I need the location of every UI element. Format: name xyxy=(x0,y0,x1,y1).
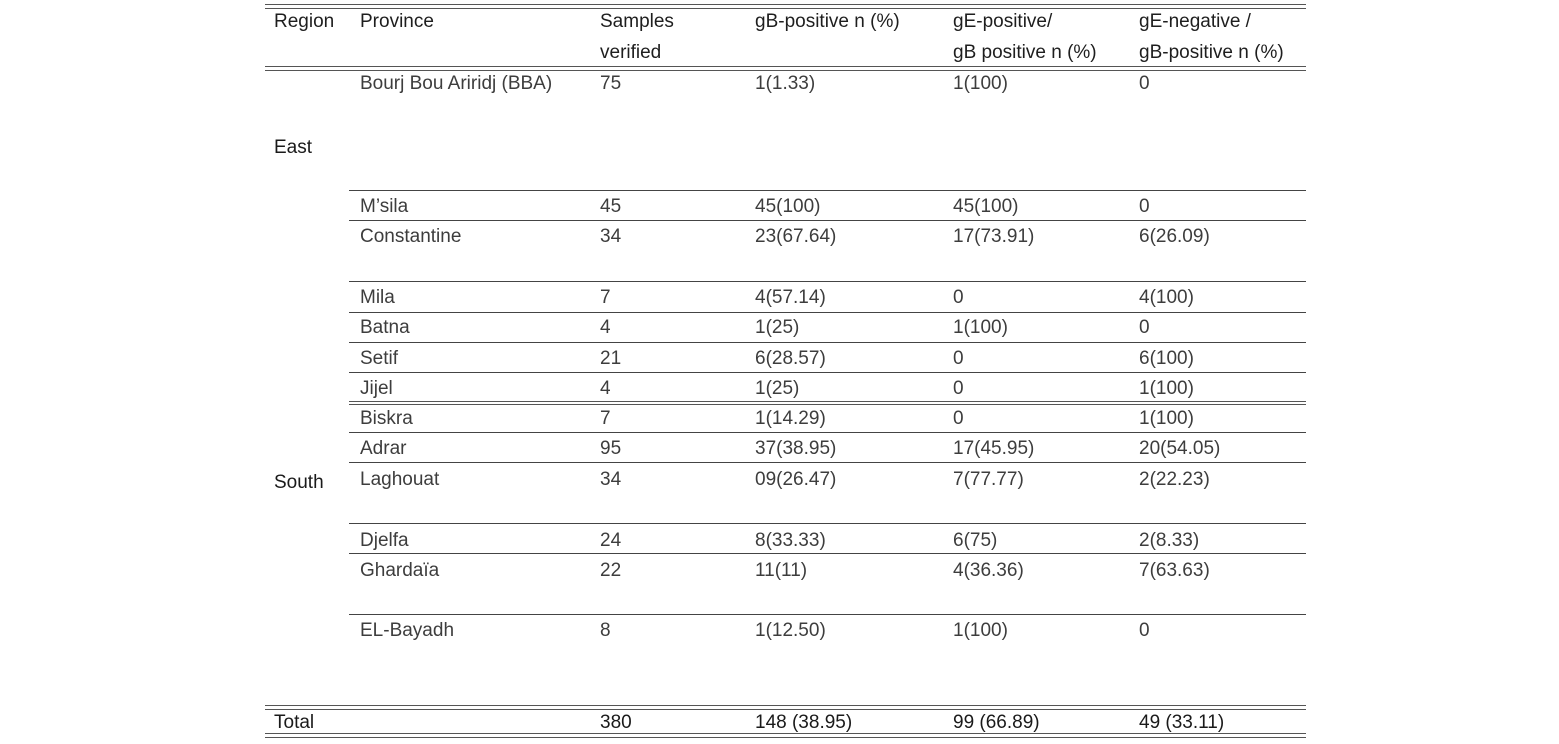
header-ge-positive-line1: gE-positive/ xyxy=(953,11,1053,32)
cell-gb-positive: 37(38.95) xyxy=(755,438,837,459)
cell-ge-positive: 1(100) xyxy=(953,73,1008,94)
cell-samples: 21 xyxy=(600,348,622,369)
header-region: Region xyxy=(274,11,335,32)
total-ge-positive: 99 (66.89) xyxy=(953,712,1040,733)
row-divider xyxy=(349,553,1306,554)
cell-samples: 34 xyxy=(600,469,622,490)
cell-samples: 4 xyxy=(600,317,611,338)
data-table xyxy=(265,4,1306,740)
row-divider xyxy=(349,342,1306,343)
header-samples-line2: verified xyxy=(600,42,662,63)
cell-ge-negative: 20(54.05) xyxy=(1139,438,1221,459)
cell-gb-positive: 1(25) xyxy=(755,317,800,338)
cell-ge-negative: 6(26.09) xyxy=(1139,226,1210,247)
cell-samples: 7 xyxy=(600,408,611,429)
header-ge-negative-line2: gB-positive n (%) xyxy=(1139,42,1284,63)
row-divider xyxy=(349,372,1306,373)
total-label: Total xyxy=(274,712,315,733)
total-samples: 380 xyxy=(600,712,632,733)
cell-ge-positive: 6(75) xyxy=(953,530,998,551)
cell-ge-negative: 1(100) xyxy=(1139,378,1194,399)
row-divider xyxy=(349,523,1306,524)
cell-province: Constantine xyxy=(360,226,462,247)
cell-province: Biskra xyxy=(360,408,413,429)
cell-ge-positive: 17(73.91) xyxy=(953,226,1035,247)
cell-ge-positive: 17(45.95) xyxy=(953,438,1035,459)
cell-ge-negative: 0 xyxy=(1139,196,1150,217)
header-ge-negative-line1: gE-negative / xyxy=(1139,11,1251,32)
header-samples-line1: Samples xyxy=(600,11,674,32)
header-gb-positive: gB-positive n (%) xyxy=(755,11,900,32)
cell-ge-negative: 2(8.33) xyxy=(1139,530,1200,551)
cell-province: Setif xyxy=(360,348,399,369)
total-gb-positive: 148 (38.95) xyxy=(755,712,853,733)
region-label-south: South xyxy=(274,472,324,493)
cell-province: EL-Bayadh xyxy=(360,620,455,641)
header-province: Province xyxy=(360,11,434,32)
cell-samples: 34 xyxy=(600,226,622,247)
cell-ge-negative: 1(100) xyxy=(1139,408,1194,429)
cell-province: Djelfa xyxy=(360,530,409,551)
cell-gb-positive: 1(25) xyxy=(755,378,800,399)
cell-province: Laghouat xyxy=(360,469,440,490)
cell-samples: 4 xyxy=(600,378,611,399)
cell-ge-negative: 0 xyxy=(1139,620,1150,641)
cell-ge-positive: 45(100) xyxy=(953,196,1019,217)
cell-gb-positive: 1(12.50) xyxy=(755,620,826,641)
region-label-east: East xyxy=(274,137,313,158)
total-ge-negative: 49 (33.11) xyxy=(1139,712,1225,733)
cell-ge-positive: 1(100) xyxy=(953,620,1008,641)
cell-samples: 24 xyxy=(600,530,622,551)
cell-gb-positive: 45(100) xyxy=(755,196,821,217)
cell-ge-negative: 7(63.63) xyxy=(1139,560,1210,581)
row-divider xyxy=(349,190,1306,191)
cell-gb-positive: 4(57.14) xyxy=(755,287,826,308)
cell-gb-positive: 1(1.33) xyxy=(755,73,816,94)
row-divider xyxy=(349,614,1306,615)
cell-ge-negative: 0 xyxy=(1139,73,1150,94)
cell-gb-positive: 8(33.33) xyxy=(755,530,826,551)
row-divider xyxy=(349,220,1306,221)
cell-samples: 45 xyxy=(600,196,622,217)
cell-ge-positive: 7(77.77) xyxy=(953,469,1024,490)
cell-ge-positive: 1(100) xyxy=(953,317,1008,338)
cell-samples: 7 xyxy=(600,287,611,308)
cell-samples: 75 xyxy=(600,73,622,94)
cell-gb-positive: 09(26.47) xyxy=(755,469,837,490)
row-divider xyxy=(349,462,1306,463)
header-ge-positive-line2: gB positive n (%) xyxy=(953,42,1097,63)
cell-province: Jijel xyxy=(360,378,393,399)
cell-ge-negative: 2(22.23) xyxy=(1139,469,1210,490)
cell-province: Mila xyxy=(360,287,395,308)
cell-province: Batna xyxy=(360,317,410,338)
cell-ge-positive: 0 xyxy=(953,287,964,308)
cell-province: Ghardaïa xyxy=(360,560,440,581)
cell-province: M’sila xyxy=(360,196,409,217)
cell-samples: 22 xyxy=(600,560,622,581)
row-divider xyxy=(349,281,1306,282)
row-divider xyxy=(349,312,1306,313)
region-divider xyxy=(349,401,1306,405)
cell-province: Adrar xyxy=(360,438,407,459)
total-top-rule xyxy=(265,705,1306,710)
cell-gb-positive: 23(67.64) xyxy=(755,226,837,247)
cell-province: Bourj Bou Ariridj (BBA) xyxy=(360,73,553,94)
cell-ge-negative: 0 xyxy=(1139,317,1150,338)
cell-ge-positive: 0 xyxy=(953,378,964,399)
cell-gb-positive: 1(14.29) xyxy=(755,408,826,429)
cell-samples: 95 xyxy=(600,438,622,459)
cell-ge-positive: 0 xyxy=(953,408,964,429)
cell-ge-positive: 0 xyxy=(953,348,964,369)
cell-ge-negative: 6(100) xyxy=(1139,348,1194,369)
cell-gb-positive: 6(28.57) xyxy=(755,348,826,369)
cell-samples: 8 xyxy=(600,620,611,641)
cell-gb-positive: 11(11) xyxy=(755,560,808,581)
cell-ge-positive: 4(36.36) xyxy=(953,560,1024,581)
cell-ge-negative: 4(100) xyxy=(1139,287,1194,308)
row-divider xyxy=(349,432,1306,433)
